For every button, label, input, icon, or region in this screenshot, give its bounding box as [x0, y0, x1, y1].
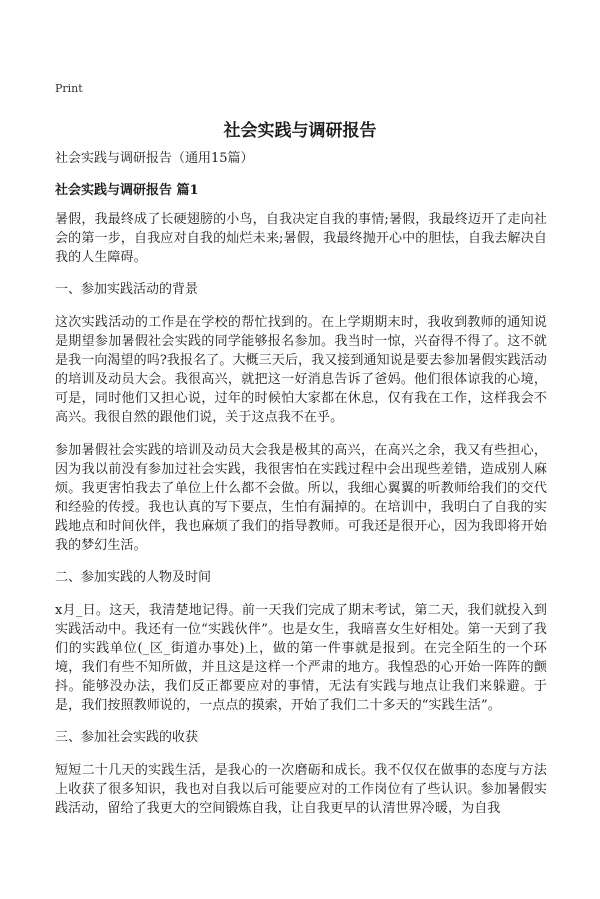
document-body — [55, 150, 547, 832]
heading-gains: 三、参加社会实践的收获 — [55, 730, 199, 745]
paragraph-people-time: x月_日。这天，我清楚地记得。前一天我们完成了期末考试，第二天，我们就投入到实践活动中。我还有一位“实践伙伴”。也是女生，我暗喜女生好相处。第一天到了我们的实践单位(_区_街道办事处)上，做的第一件事就是报到。在完全陌生的一个环境，我们有些不知所做，并且这是这样一个严肃的地方。我惶恐的心开始一阵阵的颤抖。能够没办法，我们反正都要应对的事情，无法有实践与地点让我们来躲避。于是，我们按照教师说的，一点点的摸索，开始了我们二十多天的“实践生活”。 — [55, 603, 547, 713]
paragraph-background-2: 参加暑假社会实践的培训及动员大会我是极其的高兴，在高兴之余，我又有些担心，因为我以前没有参加过社会实践，我很害怕在实践过程中会出现些差错，造成别人麻烦。我更害怕我去了单位上什么都不会做。所以，我细心翼翼的听教师给我们的交代和经验的传授。我也认真的写下要点，生怕有漏掉的。在培训中，我明白了自我的实践地点和时间伙伴，我也麻烦了我们的指导教师。可我还是很开心，因为我即将开始我的梦幻生活。 — [55, 443, 547, 553]
section-title: 社会实践与调研报告 篇1 — [55, 183, 199, 198]
paragraph-background-1: 这次实践活动的工作是在学校的帮忙找到的。在上学期期末时，我收到教师的通知说是期望参加暑假社会实践的同学能够报名参加。我当时一惊，兴奋得不得了。这不就是我一向渴望的吗?我报名了。大概三天后，我又接到通知说是要去参加暑假实践活动的培训及动员大会。我很高兴，就把这一好消息告诉了爸妈。他们很体谅我的心境，可是，同时他们又担心说，过年的时候怕大家都在休息，仅有我在工作，这样我会不高兴。我很自然的跟他们说，关于这点我不在乎。 — [55, 315, 547, 425]
intro-paragraph: 暑假，我最终成了长硬翅膀的小鸟，自我决定自我的事情;暑假，我最终迈开了走向社会的第一步，自我应对自我的灿烂未来;暑假，我最终抛开心中的胆怯，自我去解决自我的人生障碍。 — [55, 212, 547, 265]
print-label[interactable]: Print — [55, 82, 83, 95]
paragraph-gains: 短短二十几天的实践生活，是我心的一次磨砺和成长。我不仅仅在做事的态度与方法上收获了很多知识，我也对自我以后可能要应对的工作岗位有了些认识。参加暑假实践活动，留给了我更大的空间锻炼自我，让自我更早的认清世界冷暖，为自我 — [55, 763, 547, 816]
heading-people-time: 二、参加实践的人物及时间 — [55, 570, 212, 585]
document-subtitle: 社会实践与调研报告（通用15篇） — [55, 151, 254, 166]
heading-background: 一、参加实践活动的背景 — [55, 282, 199, 297]
document-title: 社会实践与调研报告 — [223, 121, 377, 141]
